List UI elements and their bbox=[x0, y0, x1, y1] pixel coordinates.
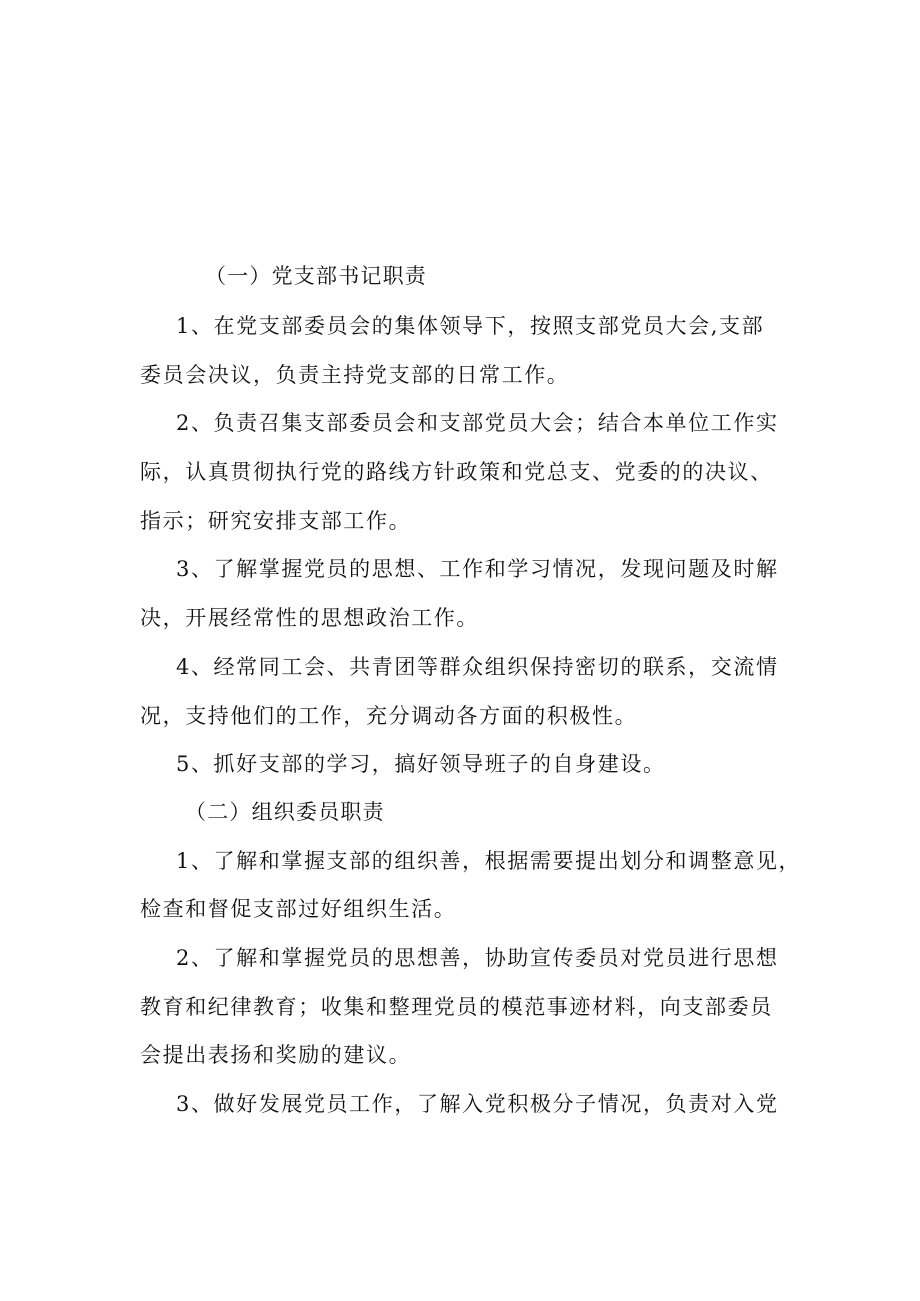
paragraph-line: 2、了解和掌握党员的思想善，协助宣传委员对党员进行思想 bbox=[176, 946, 779, 970]
paragraph-line: 3、了解掌握党员的思想、工作和学习情况，发现问题及时解 bbox=[176, 557, 779, 581]
paragraph-line: 4、经常同工会、共青团等群众组织保持密切的联系，交流情 bbox=[176, 655, 779, 679]
paragraph-line: 指示；研究安排支部工作。 bbox=[140, 509, 412, 533]
paragraph-line: 会提出表扬和奖励的建议。 bbox=[140, 1043, 412, 1067]
paragraph-line: 际，认真贯彻执行党的路线方针政策和党总支、党委的的决议、 bbox=[140, 460, 773, 484]
section-heading: （二）组织委员职责 bbox=[185, 800, 385, 824]
paragraph-line: 教育和纪律教育；收集和整理党员的模范事迹材料，向支部委员 bbox=[140, 995, 773, 1019]
paragraph-line: 3、做好发展党员工作，了解入党积极分子情况，负责对入党 bbox=[176, 1092, 779, 1116]
paragraph-line: 委员会决议，负责主持党支部的日常工作。 bbox=[140, 363, 570, 387]
paragraph-line: 检查和督促支部过好组织生活。 bbox=[140, 897, 457, 921]
paragraph-line: 5、抓好支部的学习，搞好领导班子的自身建设。 bbox=[176, 752, 666, 776]
paragraph-line: 1、在党支部委员会的集体领导下，按照支部党员大会,支部 bbox=[176, 314, 765, 338]
paragraph-line: 况，支持他们的工作，充分调动各方面的积极性。 bbox=[140, 704, 638, 728]
paragraph-line: 2、负责召集支部委员会和支部党员大会；结合本单位工作实 bbox=[176, 411, 779, 435]
paragraph-line: 决，开展经常性的思想政治工作。 bbox=[140, 606, 479, 630]
paragraph-line: 1、了解和掌握支部的组织善，根据需要提出划分和调整意见， bbox=[176, 849, 802, 873]
section-heading: （一）党支部书记职责 bbox=[205, 264, 427, 288]
